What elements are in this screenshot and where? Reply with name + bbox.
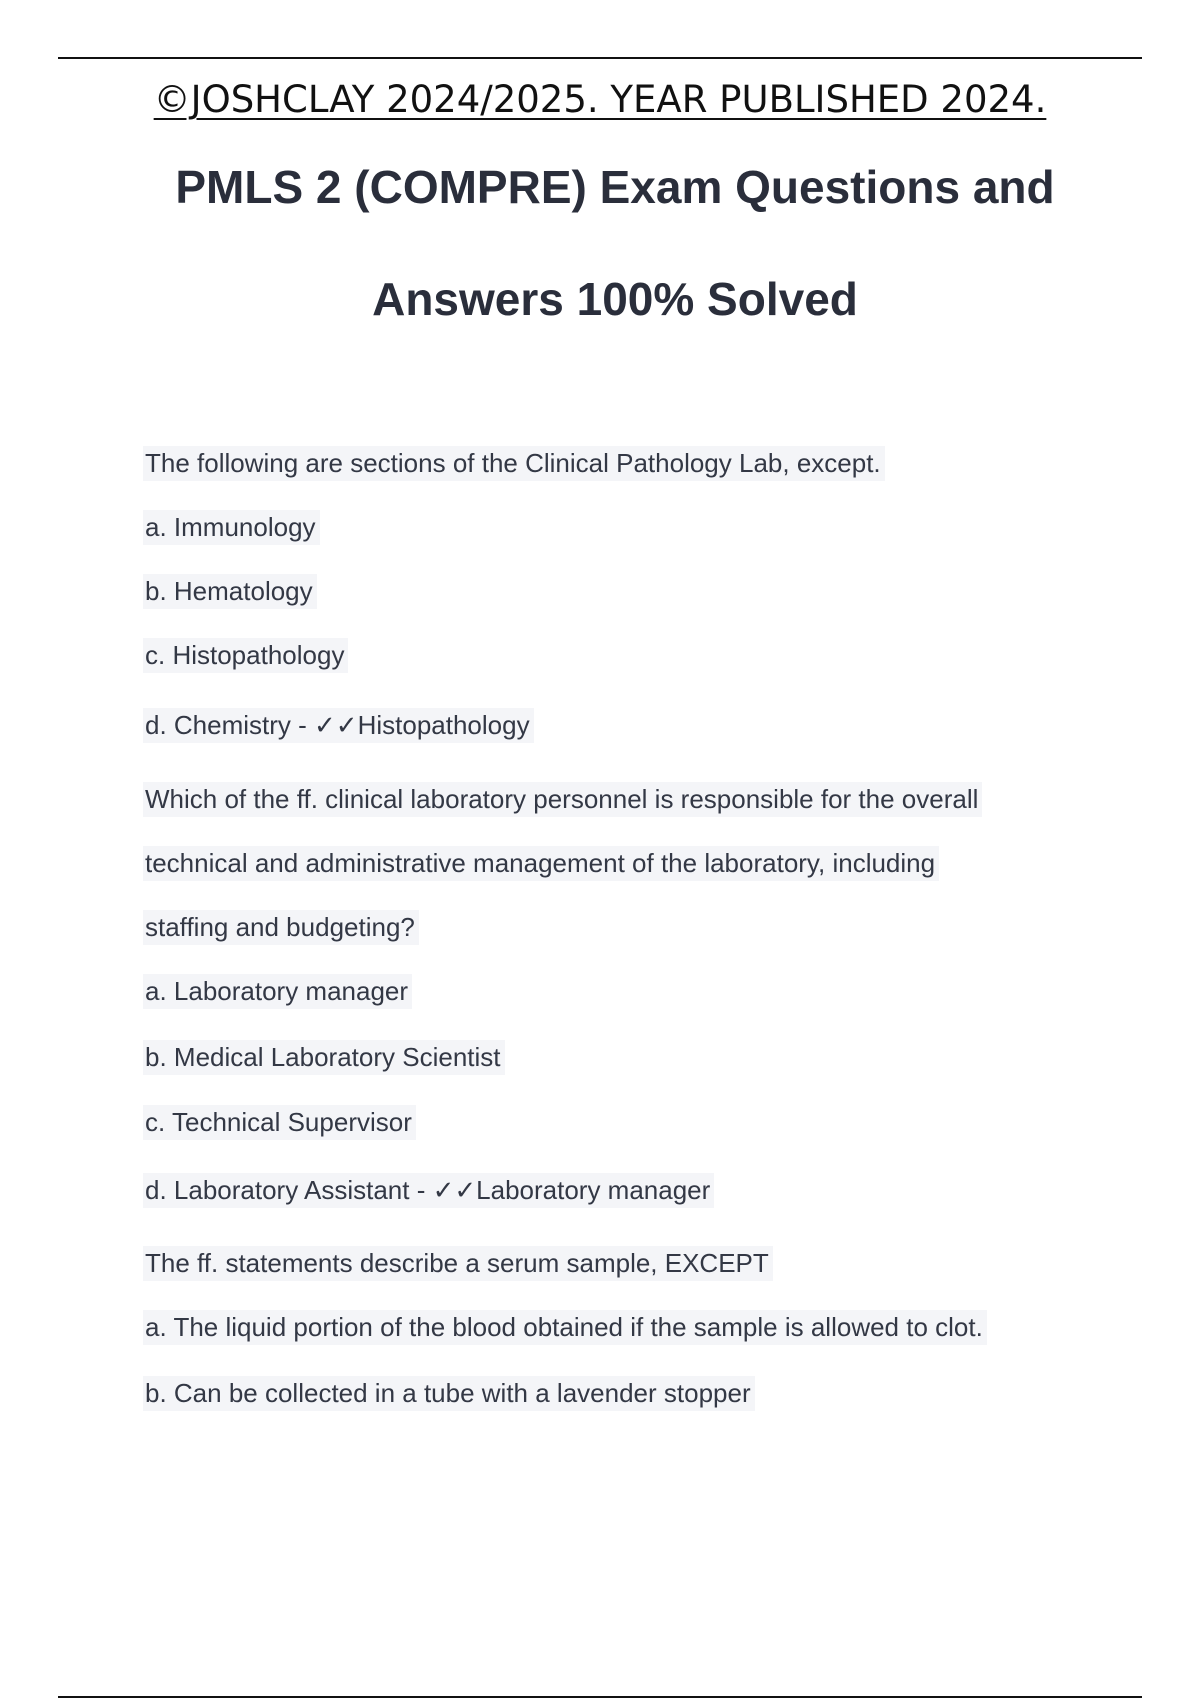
top-rule [58, 57, 1142, 59]
question-2-text-line-3: staffing and budgeting? [143, 910, 419, 945]
bottom-rule [58, 1696, 1142, 1698]
question-3-option-b: b. Can be collected in a tube with a lavender stopper [143, 1376, 755, 1411]
question-2-option-a: a. Laboratory manager [143, 974, 412, 1009]
question-1-option-c: c. Histopathology [143, 638, 348, 673]
question-1-option-d-answer: d. Chemistry - ✓✓Histopathology [143, 708, 534, 743]
copyright-text: ©JOSHCLAY 2024/2025. YEAR PUBLISHED 2024. [153, 78, 1047, 121]
question-3-text: The ff. statements describe a serum sample, EXCEPT [143, 1246, 773, 1281]
question-1-text: The following are sections of the Clinical Pathology Lab, except. [143, 446, 885, 481]
question-1-option-a: a. Immunology [143, 510, 320, 545]
question-2-text-line-1: Which of the ff. clinical laboratory personnel is responsible for the overall [143, 782, 982, 817]
document-title-line-1: PMLS 2 (COMPRE) Exam Questions and [175, 161, 1055, 213]
copyright-header [0, 78, 1200, 121]
question-1-option-b: b. Hematology [143, 574, 317, 609]
question-2-option-c: c. Technical Supervisor [143, 1105, 416, 1140]
question-2-option-d-answer: d. Laboratory Assistant - ✓✓Laboratory manager [143, 1173, 714, 1208]
document-title-line-2: Answers 100% Solved [372, 273, 858, 325]
question-2-option-b: b. Medical Laboratory Scientist [143, 1040, 505, 1075]
question-2-text-line-2: technical and administrative management of the laboratory, including [143, 846, 939, 881]
question-3-option-a: a. The liquid portion of the blood obtained if the sample is allowed to clot. [143, 1310, 987, 1345]
